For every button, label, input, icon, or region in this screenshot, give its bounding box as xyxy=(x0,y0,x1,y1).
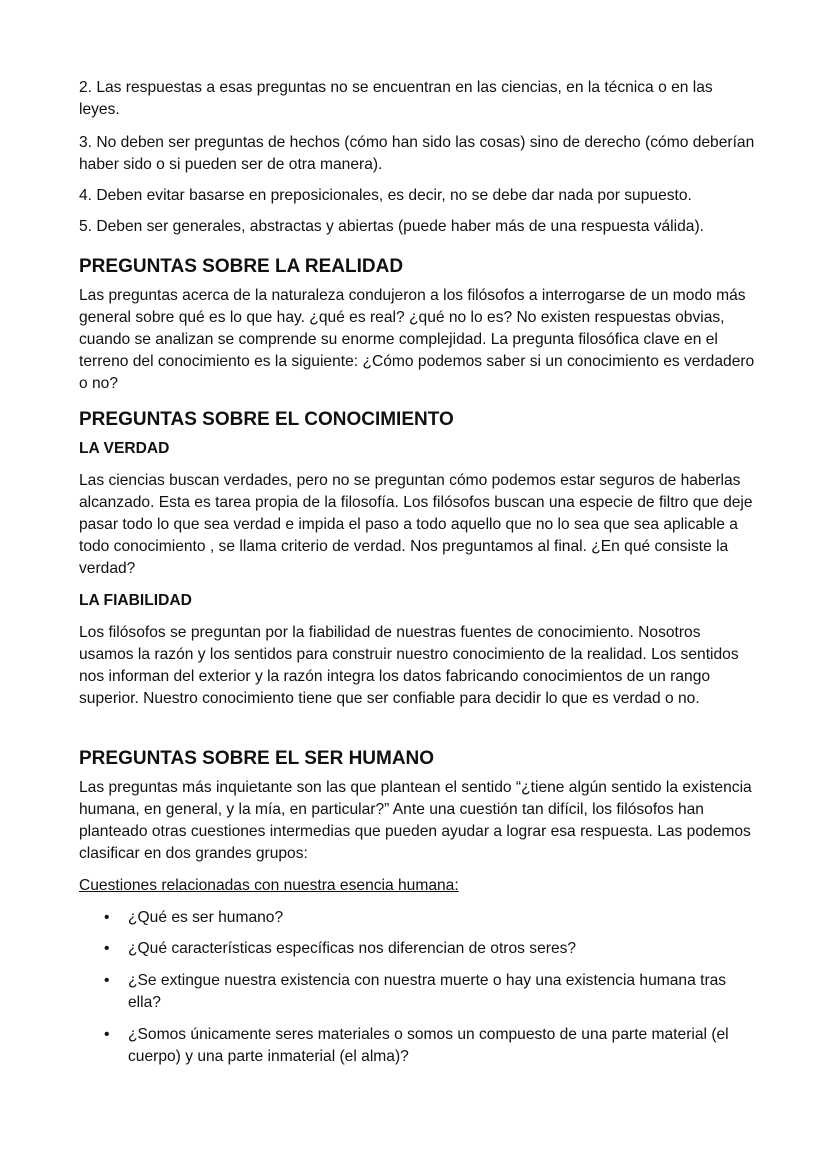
paragraph-realidad: Las preguntas acerca de la naturaleza condujeron a los filósofos a interrogarse de un modo más general sobre qué es lo que hay. ¿qué es real? ¿qué no lo es? No existen respuestas obvias, cuando se analizan se comprende su enorme complejidad. La pregunta filosófica clave en el terreno del conocimiento es la siguiente: ¿Cómo podemos saber si un conocimiento es verdadero o no? xyxy=(79,287,755,392)
subheading-esencia: Cuestiones relacionadas con nuestra esencia humana: xyxy=(79,877,459,894)
paragraph-verdad: Las ciencias buscan verdades, pero no se preguntan cómo podemos estar seguros de haberlas alcanzado. Esta es tarea propia de la filosofía. Los filósofos buscan una especie de filtro que deje pasar todo lo que sea verdad e impida el paso a todo aquello que no lo sea que sea aplicable a todo conocimiento , se llama criterio de verdad. Nos preguntamos al final. ¿En qué consiste la verdad? xyxy=(79,472,753,577)
subheading-verdad: LA VERDAD xyxy=(79,440,170,457)
criterion-5: 5. Deben ser generales, abstractas y abiertas (puede haber más de una respuesta válida). xyxy=(79,218,704,235)
list-item-text: ¿Qué características específicas nos diferencian de otros seres? xyxy=(128,940,577,957)
list-item xyxy=(104,907,754,929)
list-item-text: ¿Se extingue nuestra existencia con nuestra muerte o hay una existencia humana tras ella? xyxy=(128,972,727,1011)
list-item xyxy=(104,1024,754,1068)
subheading-fiabilidad: LA FIABILIDAD xyxy=(79,592,192,609)
criterion-2: 2. Las respuestas a esas preguntas no se encuentran en las ciencias, en la técnica o en las leyes. xyxy=(79,79,713,118)
list-item xyxy=(104,938,754,960)
paragraph-fiabilidad: Los filósofos se preguntan por la fiabilidad de nuestras fuentes de conocimiento. Nosotros usamos la razón y los sentidos para construir nuestro conocimiento de la realidad. Los sentidos nos informan del exterior y la razón integra los datos fabricando conocimientos de un rango superior. Nuestro conocimiento tiene que ser confiable para decidir lo que es verdad o no. xyxy=(79,624,739,707)
criterion-3: 3. No deben ser preguntas de hechos (cómo han sido las cosas) sino de derecho (cómo deberían haber sido o si pueden ser de otra manera). xyxy=(79,134,755,173)
heading-conocimiento: PREGUNTAS SOBRE EL CONOCIMIENTO xyxy=(79,409,454,430)
list-item-text: ¿Somos únicamente seres materiales o somos un compuesto de una parte material (el cuerpo) y una parte inmaterial (el alma)? xyxy=(128,1026,729,1065)
bullet-icon: • xyxy=(104,940,110,957)
list-item-text: ¿Qué es ser humano? xyxy=(128,909,284,926)
criterion-4: 4. Deben evitar basarse en preposicionales, es decir, no se debe dar nada por supuesto. xyxy=(79,187,692,204)
heading-realidad: PREGUNTAS SOBRE LA REALIDAD xyxy=(79,256,404,277)
bullet-icon: • xyxy=(104,972,110,989)
list-item xyxy=(104,970,754,1014)
bullet-icon: • xyxy=(104,1026,110,1043)
bullet-icon: • xyxy=(104,909,110,926)
paragraph-ser-humano: Las preguntas más inquietante son las que plantean el sentido “¿tiene algún sentido la existencia humana, en general, y la mía, en particular?” Ante una cuestión tan difícil, los filósofos han planteado otras cuestiones intermedias que pueden ayudar a lograr esa respuesta. Las podemos clasificar en dos grandes grupos: xyxy=(79,779,752,862)
heading-ser-humano: PREGUNTAS SOBRE EL SER HUMANO xyxy=(79,748,435,769)
